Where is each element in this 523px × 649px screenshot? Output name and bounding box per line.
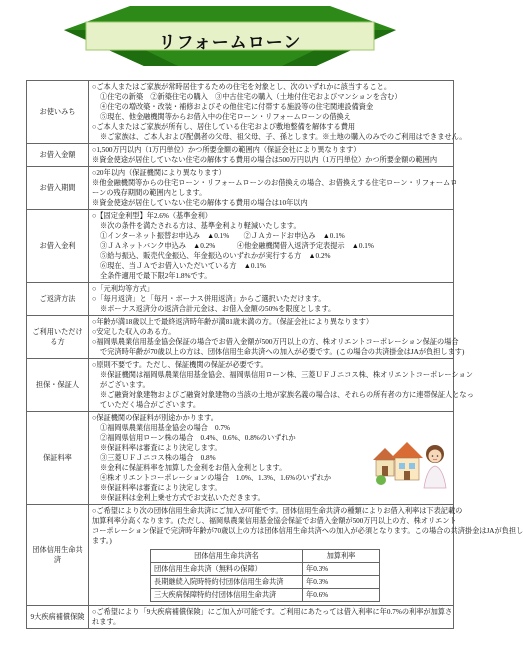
row-body	[89, 606, 454, 629]
row-label: お使いみち	[27, 81, 89, 144]
house-and-person-illustration	[371, 430, 449, 492]
row-body	[89, 167, 458, 210]
text-line: ※保証機関は福岡県農業信用基金協会、福岡県信用ローン株、三菱ＵＦＪニコス株、株オリエントコーポレーション	[100, 371, 473, 379]
row-label: ご返済方法	[27, 283, 89, 316]
table-row	[27, 210, 454, 283]
fee-cell: 長期継続入院時特約付団体信用生命共済	[151, 576, 303, 589]
text-line: ○ご希望により次の団体信用生命共済にご加入が可能です。団体信用生命共済の種類によりお借入利率は下表記載の	[92, 507, 463, 515]
text-line: コーポレーション保証で完済時年齢が70歳以上の方は団体信用生命共済への加入が必須となります。この場合の共済掛金はJAが負担し	[92, 527, 523, 535]
table-row	[27, 606, 454, 629]
row-label: お借入金利	[27, 210, 89, 283]
text-line: ※ご家族は、ご本人および配偶者の父母、祖父母、子、孫とします。※土地の購入のみでのご利用はできません。	[100, 133, 467, 141]
text-line: ていただく場合がございます。	[100, 401, 201, 409]
table-row	[27, 412, 454, 505]
row-body	[89, 283, 454, 316]
text-line: ※ボーナス返済分の返済合計元金は、お借入金額の50%を限度とします。	[100, 305, 336, 313]
text-line: ②福岡県信用ローン株の場合 0.4%、0.6%、0.8%のいずれか	[100, 434, 296, 442]
table-row	[27, 144, 454, 167]
row-label: 団体信用生命共済	[27, 505, 89, 606]
table-row	[27, 359, 454, 412]
fee-table-row	[151, 563, 380, 576]
text-line: ⑤現在、他金融機関等からお借入中の住宅ローン・リフォームローンの借換え	[100, 113, 351, 121]
text-line: ※資金使途が居住していない住宅の解体する費用の場合は10年以内	[92, 199, 308, 207]
fee-cell: 年0.6%	[303, 589, 380, 602]
text-line: ます。)	[92, 537, 112, 545]
text-line: ※金利に保証料率を加算した金利をお借入金利とします。	[100, 464, 287, 472]
text-line: ○安定した収入のある方。	[92, 328, 176, 336]
page-title: リフォームローン	[158, 33, 302, 53]
row-body	[89, 412, 454, 505]
text-line: ③ＪＡネットバンク申込み ▲0.2% ④他金融機関借入返済予定表提示 ▲0.1%	[100, 242, 374, 250]
row-body	[89, 316, 465, 359]
row-label: 保証料率	[27, 412, 89, 505]
text-line: 全条件適用で最下限2年1.8%です。	[100, 272, 212, 280]
fee-header-rate: 加算利率	[303, 550, 380, 563]
text-line: で完済時年齢が70歳以上の方は、団体信用生命共済への加入が必要です。(この場合の共済掛金はJAが負担します)	[100, 348, 465, 356]
text-line: ○ご本人またはご家族が常時居住するための住宅を対象とし、次のいずれかに該当すること。	[92, 83, 392, 91]
fee-cell: 年0.3%	[303, 563, 380, 576]
table-row	[27, 316, 454, 359]
text-line: ④株オリエントコーポレーションの場合 1.0%、1.3%、1.6%のいずれか	[100, 474, 332, 482]
text-line: ※保証料率は審査により決定します。	[100, 484, 222, 492]
text-line: ○年齢が満18歳以上で最終返済時年齢が満81歳未満の方。（保証会社により異なります）	[92, 318, 374, 326]
table-row	[27, 81, 454, 144]
text-line: ④住宅の増改築・改装・補修およびその他住宅に付帯する施設等の住宅関連設備資金	[100, 103, 374, 111]
text-line: ※保証料は金利上乗せ方式でお支払いただきます。	[100, 494, 265, 502]
row-body	[89, 144, 454, 167]
text-line: ○福岡県農業信用基金協会保証の場合でお借入金額が500万円以上の方、株オリエントコーポレーション保証の場合	[92, 338, 459, 346]
text-line: ⑤給与振込、販売代金振込、年金振込のいずれかが実行する方 ▲0.2%	[100, 252, 331, 260]
fee-table-row	[151, 576, 380, 589]
fee-cell: 年0.3%	[303, 576, 380, 589]
text-line: 加算利率分高くなります。(ただし、福岡県農業信用基金協会保証でお借入金額が500万円以上の方、株オリエント	[92, 517, 457, 525]
fee-cell: 団体信用生命共済（無料の保障）	[151, 563, 303, 576]
text-line: ※保証料率は審査により決定します。	[100, 444, 222, 452]
table-row	[27, 167, 454, 210]
row-label: お借入期間	[27, 167, 89, 210]
row-body	[89, 81, 467, 144]
fee-table-row	[151, 589, 380, 602]
text-line: ○20年以内（保証機関により異なります）	[92, 169, 226, 177]
text-line: ①福岡県農業信用基金協会の場合 0.7%	[100, 424, 230, 432]
text-line: ーンの残存期間の範囲内とします。	[92, 189, 207, 197]
text-line: ③三菱ＵＦＪニコス株の場合 0.8%	[100, 454, 216, 462]
text-line: ⑥現在、当ＪＡでお借入いただいている方 ▲0.1%	[100, 262, 266, 270]
text-line: れます。	[92, 618, 121, 626]
text-line: ○ご希望により「9大疾病補償保険」にご加入が可能です。ご利用にあたっては借入利率に年0.7%の利率が加算さ	[92, 608, 453, 616]
row-label: ご利用いただける方	[27, 316, 89, 359]
text-line: ○保証機関の保証料が別途かかります。	[92, 414, 218, 422]
text-line: ※資金使途が居住していない住宅の解体する費用の場合は500万円以内（1万円単位）かつ所要金額の範囲内	[92, 156, 438, 164]
text-line: ○原則不要です。ただし、保証機関の保証が必要です。	[92, 361, 268, 369]
fee-rate-table	[150, 549, 380, 602]
text-line: ①住宅の新築 ②新築住宅の購入 ③中古住宅の購入（土地付住宅およびマンションを含む）	[100, 93, 402, 101]
loan-terms-table	[26, 80, 523, 629]
row-label: 担保・保証人	[27, 359, 89, 412]
text-line: ○「元利均等方式」	[92, 285, 154, 293]
text-line: ※次の条件を満たされる方は、基準金利より軽減いたします。	[100, 222, 301, 230]
fee-cell: 三大疾病保障特約付団体信用生命共済	[151, 589, 303, 602]
title-banner	[0, 0, 460, 72]
text-line: がございます。	[100, 381, 150, 389]
text-line: ①インターネット振替お申込み ▲0.1% ②ＪＡカードお申込み ▲0.1%	[100, 232, 345, 240]
row-label: お借入金額	[27, 144, 89, 167]
text-line: ○「毎月返済」と「毎月・ボーナス併用返済」からご選択いただけます。	[92, 295, 326, 303]
fee-table-header	[151, 550, 380, 563]
text-line: ※ご融資対象建物およびご融資対象建物の当該の土地が家族名義の場合は、それらの所有者の方に連帯保証人となっ	[100, 391, 474, 399]
text-line: ○1,500万円以内（1万円単位）かつ所要金額の範囲内（保証会社により異なります）	[92, 146, 361, 154]
text-line: ○ご本人またはご家族が所有し、居住している住宅および敷地整備を解体する費用	[92, 123, 356, 131]
text-line: ○【固定金利型】年2.6%（基準金利）	[92, 212, 212, 220]
fee-header-name: 団体信用生命共済名	[151, 550, 303, 563]
row-body	[89, 210, 454, 283]
table-row	[27, 505, 454, 606]
row-label: 9大疾病補償保険	[27, 606, 89, 629]
text-line: ※他金融機関等からの住宅ローン・リフォームローンのお借換えの場合、お借換えする住宅ローン・リフォームロ	[92, 179, 458, 187]
row-body	[89, 359, 474, 412]
row-body	[89, 505, 523, 606]
table-row	[27, 283, 454, 316]
